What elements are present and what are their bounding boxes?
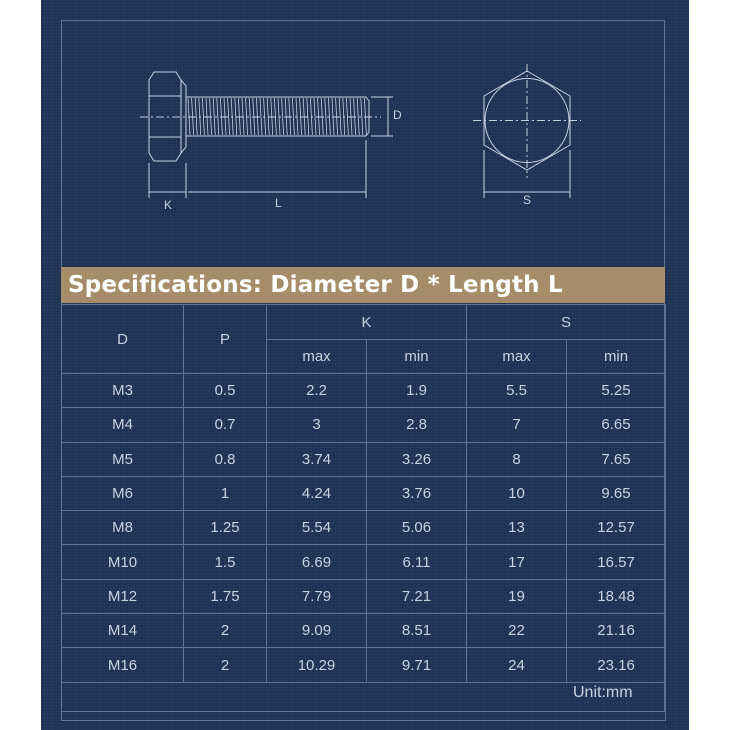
- table-cell: M4: [62, 408, 184, 442]
- thread-line: [314, 98, 316, 135]
- table-cell: 9.65: [567, 476, 666, 510]
- table-cell: 1.9: [367, 374, 467, 408]
- bolt-shank-side: [186, 97, 369, 136]
- dimension-s: [484, 150, 570, 198]
- spec-banner: Specifications: Diameter D * Length L: [61, 267, 665, 303]
- table-cell: 1.75: [184, 579, 267, 613]
- thread-line: [217, 98, 219, 135]
- table-row: [62, 511, 666, 545]
- table-cell: 5.5: [467, 374, 567, 408]
- table-row: [62, 614, 666, 648]
- thread-line: [292, 98, 294, 135]
- table-row: [62, 476, 666, 510]
- header-k-min: min: [367, 340, 467, 374]
- thread-line: [213, 98, 215, 135]
- thread-line: [282, 98, 284, 135]
- table-cell: 12.57: [567, 511, 666, 545]
- table-cell: 0.8: [184, 442, 267, 476]
- table-cell: 2.8: [367, 408, 467, 442]
- table-cell: 2: [184, 648, 267, 682]
- table-cell: 3: [267, 408, 367, 442]
- table-cell: 0.5: [184, 374, 267, 408]
- table-cell: 2: [184, 614, 267, 648]
- table-cell: 3.76: [367, 476, 467, 510]
- header-p: P: [184, 305, 267, 374]
- table-cell: 18.48: [567, 579, 666, 613]
- table-cell: 2.2: [267, 374, 367, 408]
- table-cell: 4.24: [267, 476, 367, 510]
- table-cell: 1.25: [184, 511, 267, 545]
- table-cell: 8: [467, 442, 567, 476]
- table-cell: 3.74: [267, 442, 367, 476]
- spec-table: [61, 304, 666, 721]
- table-cell: M10: [62, 545, 184, 579]
- table-cell: 22: [467, 614, 567, 648]
- bolt-head-top: [473, 64, 581, 178]
- table-cell: 6.69: [267, 545, 367, 579]
- table-cell: M14: [62, 614, 184, 648]
- table-row: [62, 408, 666, 442]
- label-k: K: [164, 198, 173, 212]
- thread-line: [260, 98, 262, 135]
- dimension-k-l: [149, 140, 366, 198]
- table-cell: 6.11: [367, 545, 467, 579]
- thread-line: [249, 98, 251, 135]
- label-d: D: [393, 108, 402, 122]
- table-cell: 24: [467, 648, 567, 682]
- table-cell: 7.21: [367, 579, 467, 613]
- table-cell: 1.5: [184, 545, 267, 579]
- header-s-max: max: [467, 340, 567, 374]
- table-cell: 7.79: [267, 579, 367, 613]
- table-row: [62, 442, 666, 476]
- header-s-min: min: [567, 340, 666, 374]
- header-d: D: [62, 305, 184, 374]
- table-cell: 8.51: [367, 614, 467, 648]
- table-cell: M6: [62, 476, 184, 510]
- unit-label: Unit:mm: [573, 684, 633, 701]
- label-l: L: [275, 196, 282, 210]
- table-cell: 9.09: [267, 614, 367, 648]
- thread-line: [325, 98, 327, 135]
- table-cell: 5.06: [367, 511, 467, 545]
- table-row: [62, 545, 666, 579]
- table-cell: 16.57: [567, 545, 666, 579]
- table-cell: M12: [62, 579, 184, 613]
- table-cell: 9.71: [367, 648, 467, 682]
- bolt-drawing: [41, 0, 689, 265]
- table-cell: 7.65: [567, 442, 666, 476]
- table-cell: 5.25: [567, 374, 666, 408]
- table-row: [62, 374, 666, 408]
- table-cell: 13: [467, 511, 567, 545]
- table-row: [62, 579, 666, 613]
- header-k-max: max: [267, 340, 367, 374]
- table-cell: M8: [62, 511, 184, 545]
- table-cell: 10.29: [267, 648, 367, 682]
- thread-line: [357, 98, 359, 135]
- table-cell: 0.7: [184, 408, 267, 442]
- thread-line: [361, 98, 363, 135]
- table-cell: 10: [467, 476, 567, 510]
- table-cell: 6.65: [567, 408, 666, 442]
- table-cell: M3: [62, 374, 184, 408]
- table-cell: 3.26: [367, 442, 467, 476]
- spec-panel: [41, 0, 689, 730]
- dimension-d: [371, 97, 393, 136]
- table-cell: 21.16: [567, 614, 666, 648]
- header-k: K: [267, 305, 467, 340]
- table-cell: M16: [62, 648, 184, 682]
- table-cell: 17: [467, 545, 567, 579]
- table-row: [62, 648, 666, 682]
- header-s: S: [467, 305, 666, 340]
- table-cell: 19: [467, 579, 567, 613]
- label-s: S: [523, 193, 532, 207]
- table-cell: 7: [467, 408, 567, 442]
- table-cell: 23.16: [567, 648, 666, 682]
- table-cell: 5.54: [267, 511, 367, 545]
- table-cell: 1: [184, 476, 267, 510]
- table-cell: M5: [62, 442, 184, 476]
